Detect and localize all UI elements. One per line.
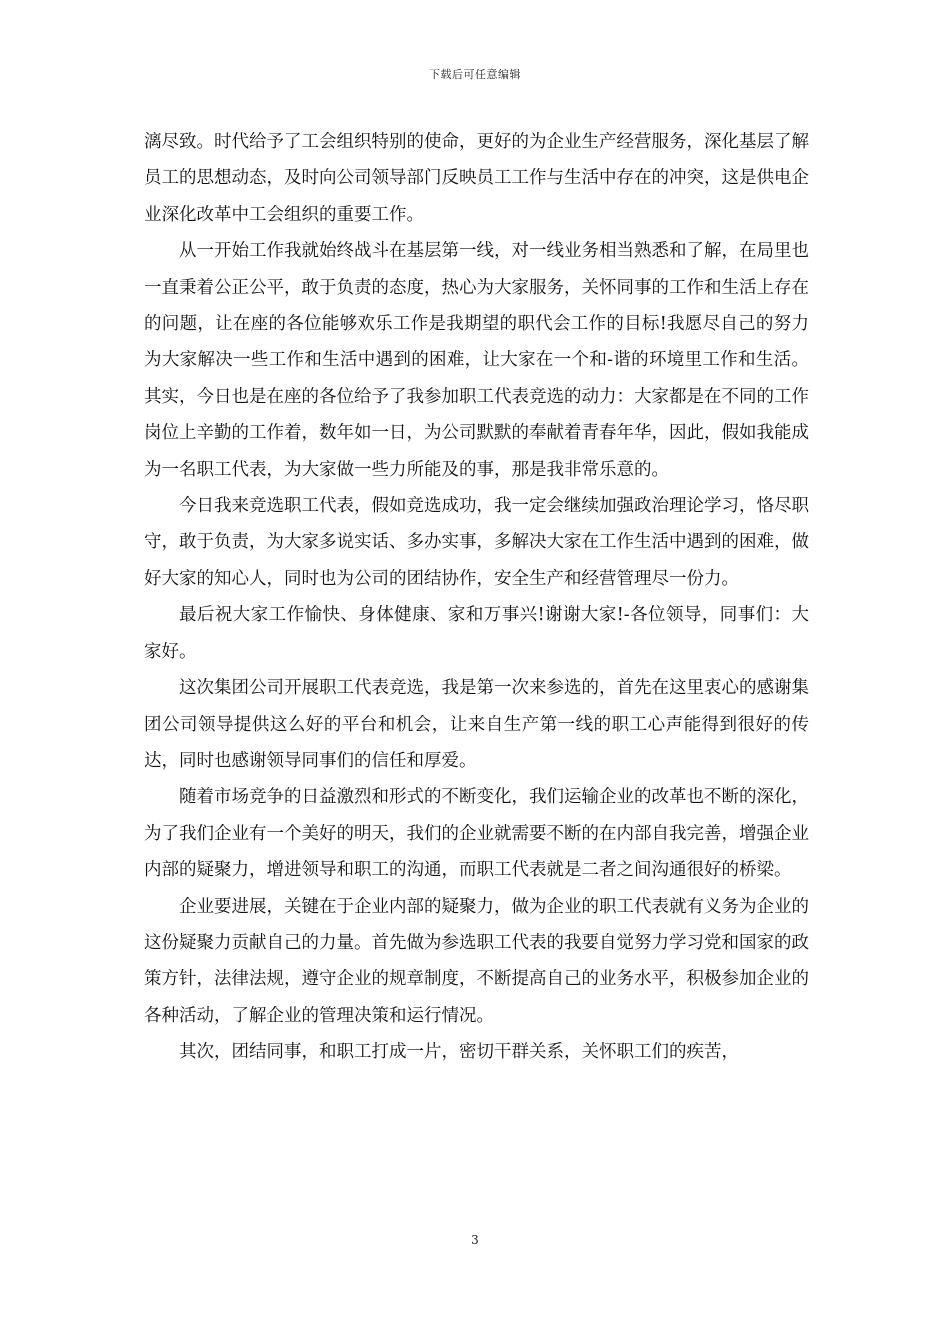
paragraph-1: 漓尽致。时代给予了工会组织特别的使命，更好的为企业生产经营服务，深化基层了解员工的思想动态，及时向公司领导部门反映员工工作与生活中存在的冲突，这是供电企业深化改革中工会组织的重要工作。: [144, 132, 809, 225]
page-header: 下载后可任意编辑: [429, 68, 521, 81]
paragraph-6: 随着市场竞争的日益激烈和形式的不断变化，我们运输企业的改革也不断的深化，为了我们企业有一个美好的明天，我们的企业就需要不断的在内部自我完善，增强企业内部的疑聚力，增进领导和职工的沟通，而职工代表就是二者之间沟通很好的桥梁。: [144, 787, 809, 881]
paragraph-2: 从一开始工作我就始终战斗在基层第一线，对一线业务相当熟悉和了解，在局里也一直秉着公正公平，敢于负责的态度，热心为大家服务，关怀同事的工作和生活上存在的问题，让在座的各位能够欢乐工作是我期望的职代会工作的目标!我愿尽自己的努力为大家解决一些工作和生活中遇到的困难，让大家在一个和-谐的环境里工作和生活。其实，今日也是在座的各位给予了我参加职工代表竞选的动力：大家都是在不同的工作岗位上辛勤的工作着，数年如一日，为公司默默的奉献着青春年华，因此，假如我能成为一名职工代表，为大家做一些力所能及的事，那是我非常乐意的。: [144, 241, 809, 480]
paragraph-3: 今日我来竞选职工代表，假如竞选成功，我一定会继续加强政治理论学习，恪尽职守，敢于负责，为大家多说实话、多办实事，多解决大家在工作生活中遇到的困难，做好大家的知心人，同时也为公司的团结协作，安全生产和经营管理尽一份力。: [144, 496, 809, 589]
body-text: [144, 124, 809, 1071]
page-number: 3: [471, 1233, 479, 1247]
paragraph-7: 企业要进展，关键在于企业内部的疑聚力，做为企业的职工代表就有义务为企业的这份疑聚力贡献自己的力量。首先做为参选职工代表的我要自觉努力学习党和国家的政策方针，法律法规，遵守企业的规章制度，不断提高自己的业务水平，积极参加企业的各种活动，了解企业的管理决策和运行情况。: [144, 896, 809, 1026]
paragraph-5: 这次集团公司开展职工代表竞选，我是第一次来参选的，首先在这里衷心的感谢集团公司领导提供这么好的平台和机会，让来自生产第一线的职工心声能得到很好的传达，同时也感谢领导同事们的信任和厚爱。: [144, 678, 809, 771]
paragraph-4: 最后祝大家工作愉快、身体健康、家和万事兴!谢谢大家!-各位领导，同事们：大家好。: [144, 605, 809, 662]
paragraph-8: 其次，团结同事，和职工打成一片，密切干群关系，关怀职工们的疾苦，: [179, 1042, 739, 1063]
